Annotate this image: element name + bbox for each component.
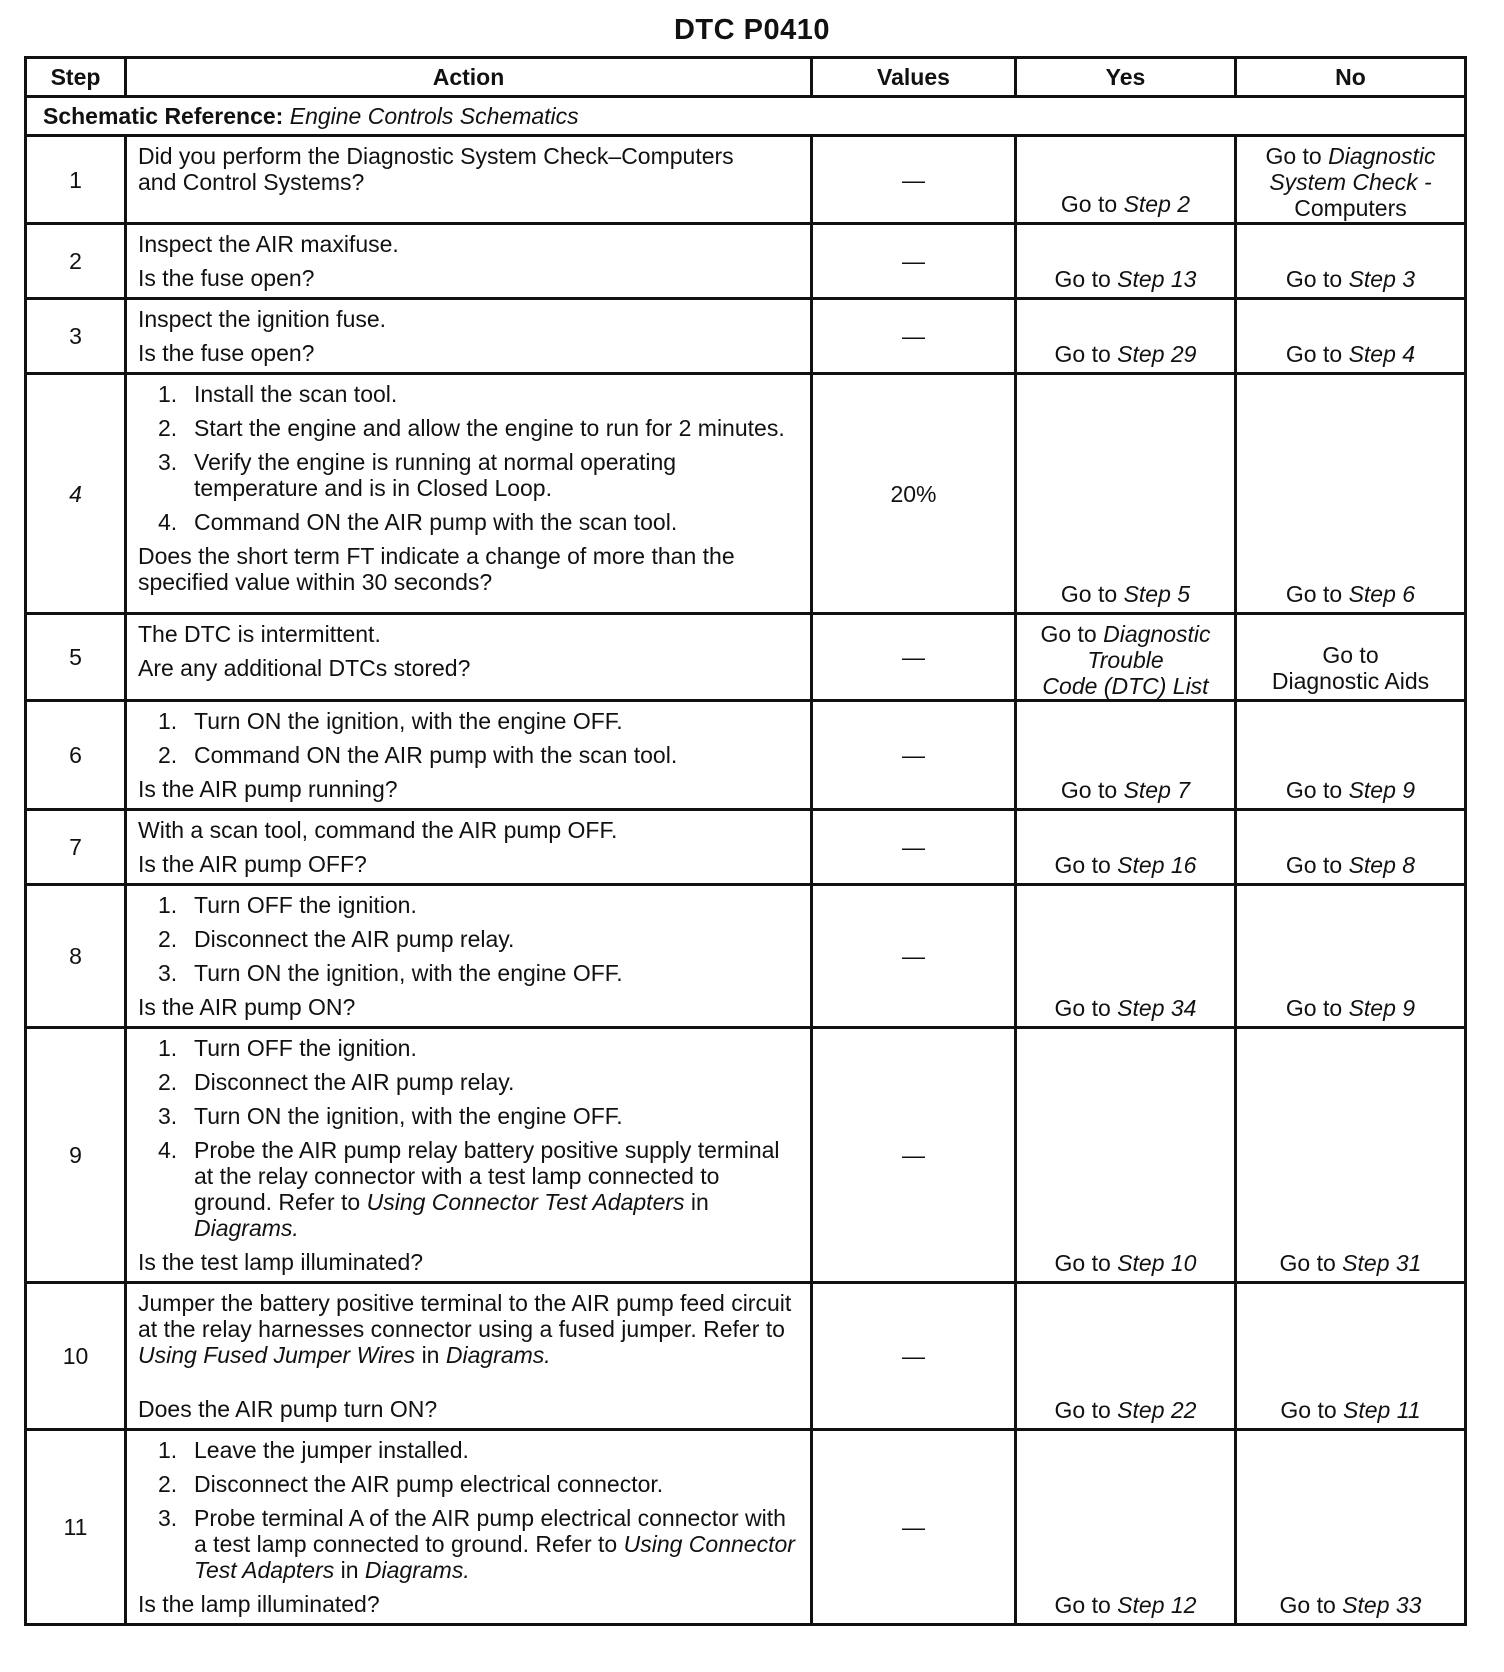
go-to-label: Go to: [1054, 1250, 1111, 1276]
list-item: 1. Install the scan tool.: [158, 381, 398, 407]
table-row: [26, 810, 1466, 885]
action-line: The DTC is intermittent.: [138, 621, 381, 647]
list-item: 1. Turn OFF the ignition.: [158, 1035, 417, 1061]
no-cell[interactable]: [1236, 224, 1466, 299]
action-cell: [126, 885, 812, 1028]
action-list: [138, 892, 802, 986]
no-cell[interactable]: [1236, 1430, 1466, 1625]
value-cell: —: [812, 1430, 1016, 1625]
step-link[interactable]: Step 9: [1348, 777, 1416, 803]
go-to-label: Go to: [1322, 642, 1379, 668]
value-cell: —: [812, 614, 1016, 701]
go-to-label: Go to: [1054, 1397, 1111, 1423]
value-cell: —: [812, 701, 1016, 810]
go-to-label: Go to: [1060, 581, 1118, 607]
question-line: Does the AIR pump turn ON?: [138, 1396, 438, 1422]
schematic-link[interactable]: Engine Controls Schematics: [289, 103, 579, 129]
reference-link[interactable]: Using Connector Test Adapters: [194, 1531, 795, 1583]
list-item: 3. Turn ON the ignition, with the engine OFF.: [158, 960, 623, 986]
table-row: [26, 1430, 1466, 1625]
list-item: 3. Turn ON the ignition, with the engine OFF.: [158, 1103, 623, 1129]
diagnostic-aids-link[interactable]: Diagnostic Aids: [1271, 668, 1430, 694]
yes-cell[interactable]: [1016, 701, 1236, 810]
no-cell[interactable]: [1236, 614, 1466, 701]
table-row: [26, 299, 1466, 374]
list-item: 1. Leave the jumper installed.: [158, 1437, 469, 1463]
go-to-label: Go to: [1060, 191, 1118, 217]
action-cell: [126, 1283, 812, 1430]
action-line: Did you perform the Diagnostic System Check–Computers: [138, 143, 734, 169]
yes-cell[interactable]: [1016, 374, 1236, 614]
list-item: 3. Probe terminal A of the AIR pump electrical connector with a test lamp connected to ground. Refer to Using Connector Test Adapters in Diagrams.: [158, 1505, 795, 1583]
header-action: Action: [126, 58, 812, 97]
step-number: 6: [26, 701, 126, 810]
reference-link[interactable]: Diagrams.: [194, 1215, 299, 1241]
header-no: No: [1236, 58, 1466, 97]
question-line: Is the test lamp illuminated?: [138, 1249, 424, 1275]
step-link[interactable]: Step 11: [1343, 1397, 1421, 1423]
go-to-label: Go to: [1054, 341, 1111, 367]
yes-cell[interactable]: [1016, 224, 1236, 299]
list-item: 2. Disconnect the AIR pump relay.: [158, 1069, 515, 1095]
go-to-label: Go to: [1285, 852, 1343, 878]
question-line: Are any additional DTCs stored?: [138, 655, 471, 681]
action-line: Inspect the ignition fuse.: [138, 306, 387, 332]
go-to-label: Go to: [1054, 266, 1111, 292]
step-link[interactable]: Step 29: [1117, 341, 1197, 367]
go-to-label: Go to: [1285, 995, 1343, 1021]
go-to-label: Go to: [1285, 266, 1343, 292]
action-cell: [126, 374, 812, 614]
value-cell: —: [812, 810, 1016, 885]
action-line: Inspect the AIR maxifuse.: [138, 231, 399, 257]
yes-cell[interactable]: [1016, 1028, 1236, 1283]
action-cell: [126, 701, 812, 810]
value-cell: —: [812, 136, 1016, 224]
table-row: [26, 136, 1466, 224]
dtc-list-link[interactable]: Code (DTC) List: [1042, 673, 1209, 699]
step-link[interactable]: Step 12: [1117, 1592, 1197, 1618]
page-title: DTC P0410: [673, 14, 830, 46]
reference-link[interactable]: Using Fused Jumper Wires: [138, 1342, 416, 1368]
step-number: 8: [26, 885, 126, 1028]
action-list: [138, 1437, 802, 1583]
go-to-label: Go to: [1060, 777, 1118, 803]
table-row: [26, 701, 1466, 810]
action-cell: [126, 224, 812, 299]
step-number: 3: [26, 299, 126, 374]
go-to-label: Go to: [1279, 1592, 1336, 1618]
schematic-row: [26, 97, 1466, 136]
schematic-label: Schematic Reference:: [43, 103, 284, 129]
list-item: 2. Start the engine and allow the engine to run for 2 minutes.: [158, 415, 785, 441]
table-row: [26, 1283, 1466, 1430]
step-number: 4: [26, 374, 126, 614]
value-cell: —: [812, 299, 1016, 374]
table-row: [26, 224, 1466, 299]
no-cell[interactable]: [1236, 701, 1466, 810]
no-cell[interactable]: [1236, 1028, 1466, 1283]
dtc-list-link[interactable]: Diagnostic: [1103, 621, 1211, 647]
no-cell[interactable]: [1236, 885, 1466, 1028]
step-link[interactable]: Step 31: [1342, 1250, 1422, 1276]
header-row: [26, 58, 1466, 97]
header-values: Values: [812, 58, 1016, 97]
step-number: 10: [26, 1283, 126, 1430]
value-cell: —: [812, 1028, 1016, 1283]
diag-link[interactable]: Diagnostic: [1328, 143, 1436, 169]
go-to-label: Go to: [1279, 1250, 1336, 1276]
step-link[interactable]: Step 10: [1117, 1250, 1197, 1276]
no-cell[interactable]: [1236, 299, 1466, 374]
list-item: 2. Command ON the AIR pump with the scan tool.: [158, 742, 678, 768]
step-number: 1: [26, 136, 126, 224]
question-line: Is the lamp illuminated?: [138, 1591, 380, 1617]
step-link[interactable]: Step 8: [1348, 852, 1416, 878]
list-item: 2. Disconnect the AIR pump electrical connector.: [158, 1471, 664, 1497]
go-to-label: Go to: [1285, 581, 1343, 607]
no-cell[interactable]: [1236, 136, 1466, 224]
step-number: 7: [26, 810, 126, 885]
list-item: 4. Probe the AIR pump relay battery positive supply terminal at the relay connector with a test lamp connected to ground. Refer to Using Connector Test Adapters in Diagrams.: [158, 1137, 780, 1241]
value-cell: 20%: [812, 374, 1016, 614]
value-cell: —: [812, 224, 1016, 299]
list-item: 1. Turn ON the ignition, with the engine OFF.: [158, 708, 623, 734]
reference-link[interactable]: Using Connector Test Adapters: [366, 1189, 685, 1215]
action-cell: [126, 1430, 812, 1625]
yes-cell[interactable]: [1016, 614, 1236, 701]
go-to-label: Go to: [1054, 1592, 1111, 1618]
value-cell: —: [812, 1283, 1016, 1430]
step-link[interactable]: Step 7: [1123, 777, 1191, 803]
reference-link[interactable]: Diagrams.: [364, 1557, 470, 1583]
go-to-label: Go to: [1265, 143, 1322, 169]
no-cell[interactable]: [1236, 1283, 1466, 1430]
go-to-label: Go to: [1280, 1397, 1337, 1423]
action-cell: [126, 614, 812, 701]
table-row: [26, 1028, 1466, 1283]
action-line: With a scan tool, command the AIR pump OFF.: [138, 817, 618, 843]
go-to-label: Go to: [1040, 621, 1097, 647]
yes-cell[interactable]: [1016, 136, 1236, 224]
go-to-label: Go to: [1054, 995, 1111, 1021]
step-link[interactable]: Step 2: [1123, 191, 1191, 217]
schematic-reference: [26, 97, 1466, 136]
question-line: Is the AIR pump running?: [138, 776, 398, 802]
dtc-list-link[interactable]: Trouble: [1087, 647, 1164, 673]
step-link[interactable]: Step 3: [1348, 266, 1416, 292]
action-list: [138, 708, 802, 768]
action-list: [138, 381, 802, 535]
question-line: Is the AIR pump OFF?: [138, 851, 367, 877]
yes-cell[interactable]: [1016, 1283, 1236, 1430]
step-link[interactable]: Step 9: [1348, 995, 1416, 1021]
list-item: 4. Command ON the AIR pump with the scan tool.: [158, 509, 678, 535]
yes-cell[interactable]: [1016, 299, 1236, 374]
step-number: 2: [26, 224, 126, 299]
step-link[interactable]: Step 33: [1342, 1592, 1422, 1618]
action-cell: [126, 810, 812, 885]
step-link[interactable]: Step 22: [1117, 1397, 1197, 1423]
list-item: 2. Disconnect the AIR pump relay.: [158, 926, 515, 952]
header-step: Step: [26, 58, 126, 97]
yes-cell[interactable]: [1016, 885, 1236, 1028]
go-to-label: Go to: [1285, 341, 1343, 367]
table-row: [26, 374, 1466, 614]
action-cell: [126, 299, 812, 374]
yes-cell[interactable]: [1016, 1430, 1236, 1625]
reference-link[interactable]: Diagrams.: [445, 1342, 551, 1368]
table-row: [26, 614, 1466, 701]
go-to-label: Go to: [1285, 777, 1343, 803]
step-number: 5: [26, 614, 126, 701]
no-cell[interactable]: [1236, 374, 1466, 614]
step-link[interactable]: Step 16: [1117, 852, 1197, 878]
step-link[interactable]: Step 34: [1117, 995, 1197, 1021]
list-item: 1. Turn OFF the ignition.: [158, 892, 417, 918]
no-cell[interactable]: [1236, 810, 1466, 885]
value-cell: —: [812, 885, 1016, 1028]
step-number: 9: [26, 1028, 126, 1283]
header-yes: Yes: [1016, 58, 1236, 97]
list-item: 3. Verify the engine is running at normal operating temperature and is in Closed Loop.: [158, 449, 677, 501]
diag-link[interactable]: System Check -: [1269, 169, 1432, 195]
diagnostic-table: [24, 56, 1467, 1626]
table-row: [26, 885, 1466, 1028]
step-link[interactable]: Step 6: [1348, 581, 1416, 607]
question-line: Is the fuse open?: [138, 340, 315, 366]
question-line: Does the short term FT indicate a change of more than the specified value within 30 seconds?: [138, 543, 735, 595]
step-number: 11: [26, 1430, 126, 1625]
step-link[interactable]: Step 4: [1348, 341, 1416, 367]
question-line: Is the fuse open?: [138, 265, 315, 291]
question-line: Is the AIR pump ON?: [138, 994, 356, 1020]
step-link[interactable]: Step 5: [1123, 581, 1191, 607]
step-link[interactable]: Step 13: [1117, 266, 1197, 292]
action-cell: [126, 1028, 812, 1283]
action-line: and Control Systems?: [138, 169, 365, 195]
action-paragraph: Jumper the battery positive terminal to the AIR pump feed circuit at the relay harnesses connector using a fused jumper. Refer to Using Fused Jumper Wires in Diagrams.: [138, 1290, 792, 1368]
yes-cell[interactable]: [1016, 810, 1236, 885]
go-to-label: Go to: [1054, 852, 1111, 878]
action-list: [138, 1035, 802, 1241]
diag-link-plain: Computers: [1294, 195, 1407, 221]
action-cell: [126, 136, 812, 224]
